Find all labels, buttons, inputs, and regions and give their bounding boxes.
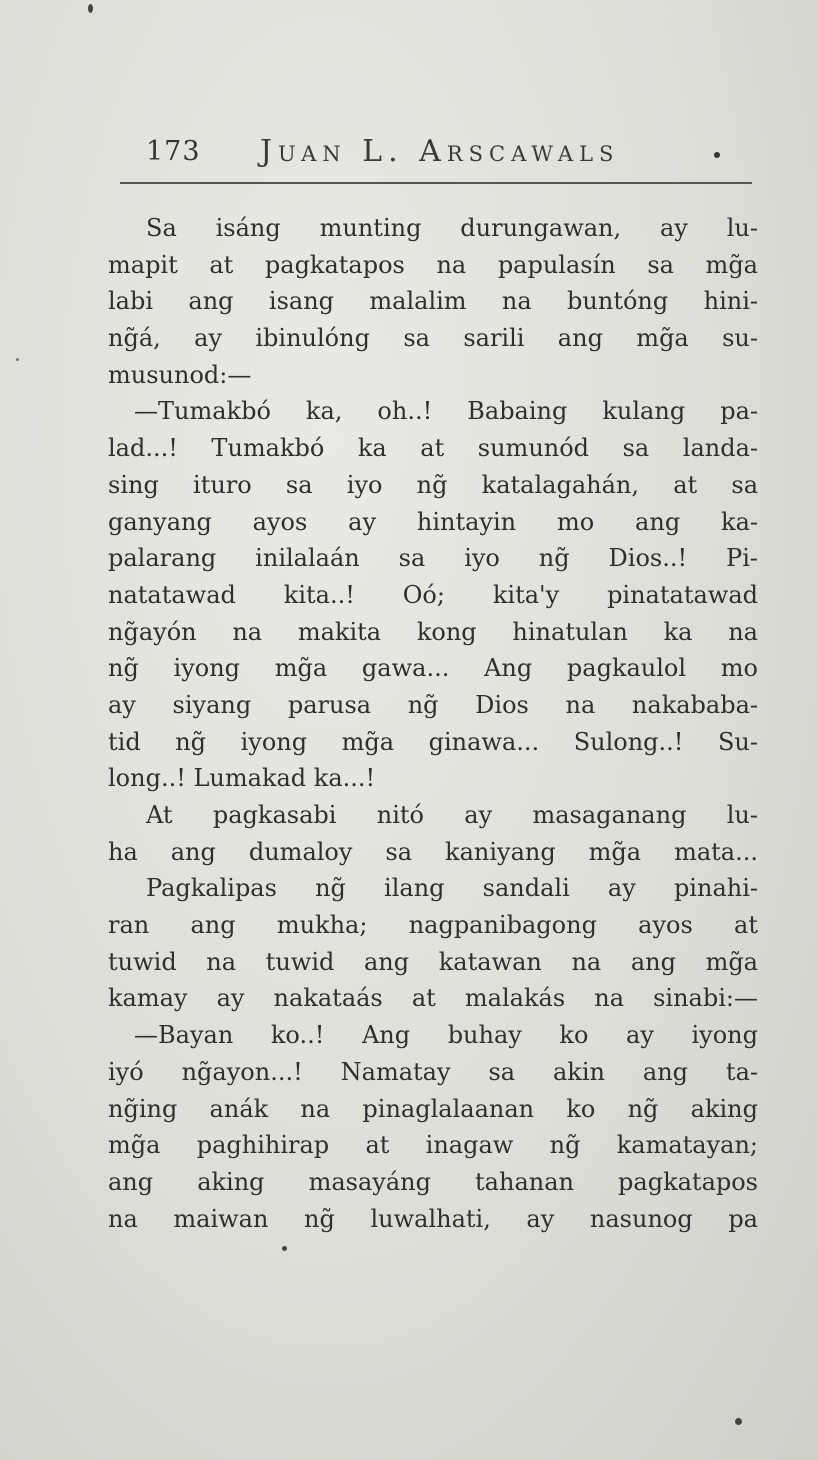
text-line: na maiwan ng̃ luwalhati, ay nasunog pa [108, 1204, 758, 1233]
running-head: Juan L. Arscawals [260, 134, 620, 169]
text-line: ng̃ing anák na pinaglalaanan ko ng̃ aking [108, 1094, 758, 1123]
text-line: ay siyang parusa ng̃ Dios na nakababa- [108, 690, 758, 719]
text-line: natatawad kita..! Oó; kita'y pinatatawad [108, 580, 758, 609]
ink-speck [88, 4, 93, 13]
text-line: ha ang dumaloy sa kaniyang mg̃a mata... [108, 837, 758, 866]
text-line: iyó ng̃ayon...! Namatay sa akin ang ta- [108, 1057, 758, 1086]
text-line: labi ang isang malalim na buntóng hini- [108, 287, 758, 316]
text-line: mg̃a paghihirap at inagaw ng̃ kamatayan; [108, 1131, 758, 1160]
text-line: palarang inilalaán sa iyo ng̃ Dios..! Pi- [108, 544, 758, 573]
text-line: Pagkalipas ng̃ ilang sandali ay pinahi- [146, 874, 758, 903]
text-line: lad...! Tumakbó ka at sumunód sa landa- [108, 434, 758, 463]
text-line: ng̃ iyong mg̃a gawa... Ang pagkaulol mo [108, 654, 758, 683]
text-line: Sa isáng munting durungawan, ay lu- [146, 214, 758, 242]
text-line: ganyang ayos ay hintayin mo ang ka- [108, 507, 758, 536]
text-line: tuwid na tuwid ang katawan na ang mg̃a [108, 947, 758, 976]
text-line: musunod:— [108, 360, 252, 389]
text-line: long..! Lumakad ka...! [108, 764, 376, 793]
text-line: ng̃á, ay ibinulóng sa sarili ang mg̃a su- [108, 324, 758, 353]
text-line: sing ituro sa iyo ng̃ katalagahán, at sa [108, 470, 758, 499]
ink-speck [714, 152, 720, 158]
text-line: mapit at pagkatapos na papulasín sa mg̃a [108, 250, 758, 279]
text-line: —Bayan ko..! Ang buhay ko ay iyong [134, 1021, 758, 1050]
ink-speck [16, 358, 19, 361]
text-line: —Tumakbó ka, oh..! Babaing kulang pa- [134, 397, 758, 426]
text-line: ang aking masayáng tahanan pagkatapos [108, 1167, 758, 1196]
page-header [120, 128, 752, 184]
ink-speck [735, 1418, 742, 1425]
ink-speck [282, 1246, 287, 1251]
text-line: tid ng̃ iyong mg̃a ginawa... Sulong..! Su- [108, 727, 758, 756]
page-number: 173 [146, 136, 201, 167]
text-line: ng̃ayón na makita kong hinatulan ka na [108, 617, 758, 646]
body-text [108, 210, 758, 1237]
text-line: kamay ay nakataás at malakás na sinabi:— [108, 984, 758, 1013]
text-line: ran ang mukha; nagpanibagong ayos at [108, 911, 758, 940]
text-line: At pagkasabi nitó ay masaganang lu- [146, 801, 758, 829]
